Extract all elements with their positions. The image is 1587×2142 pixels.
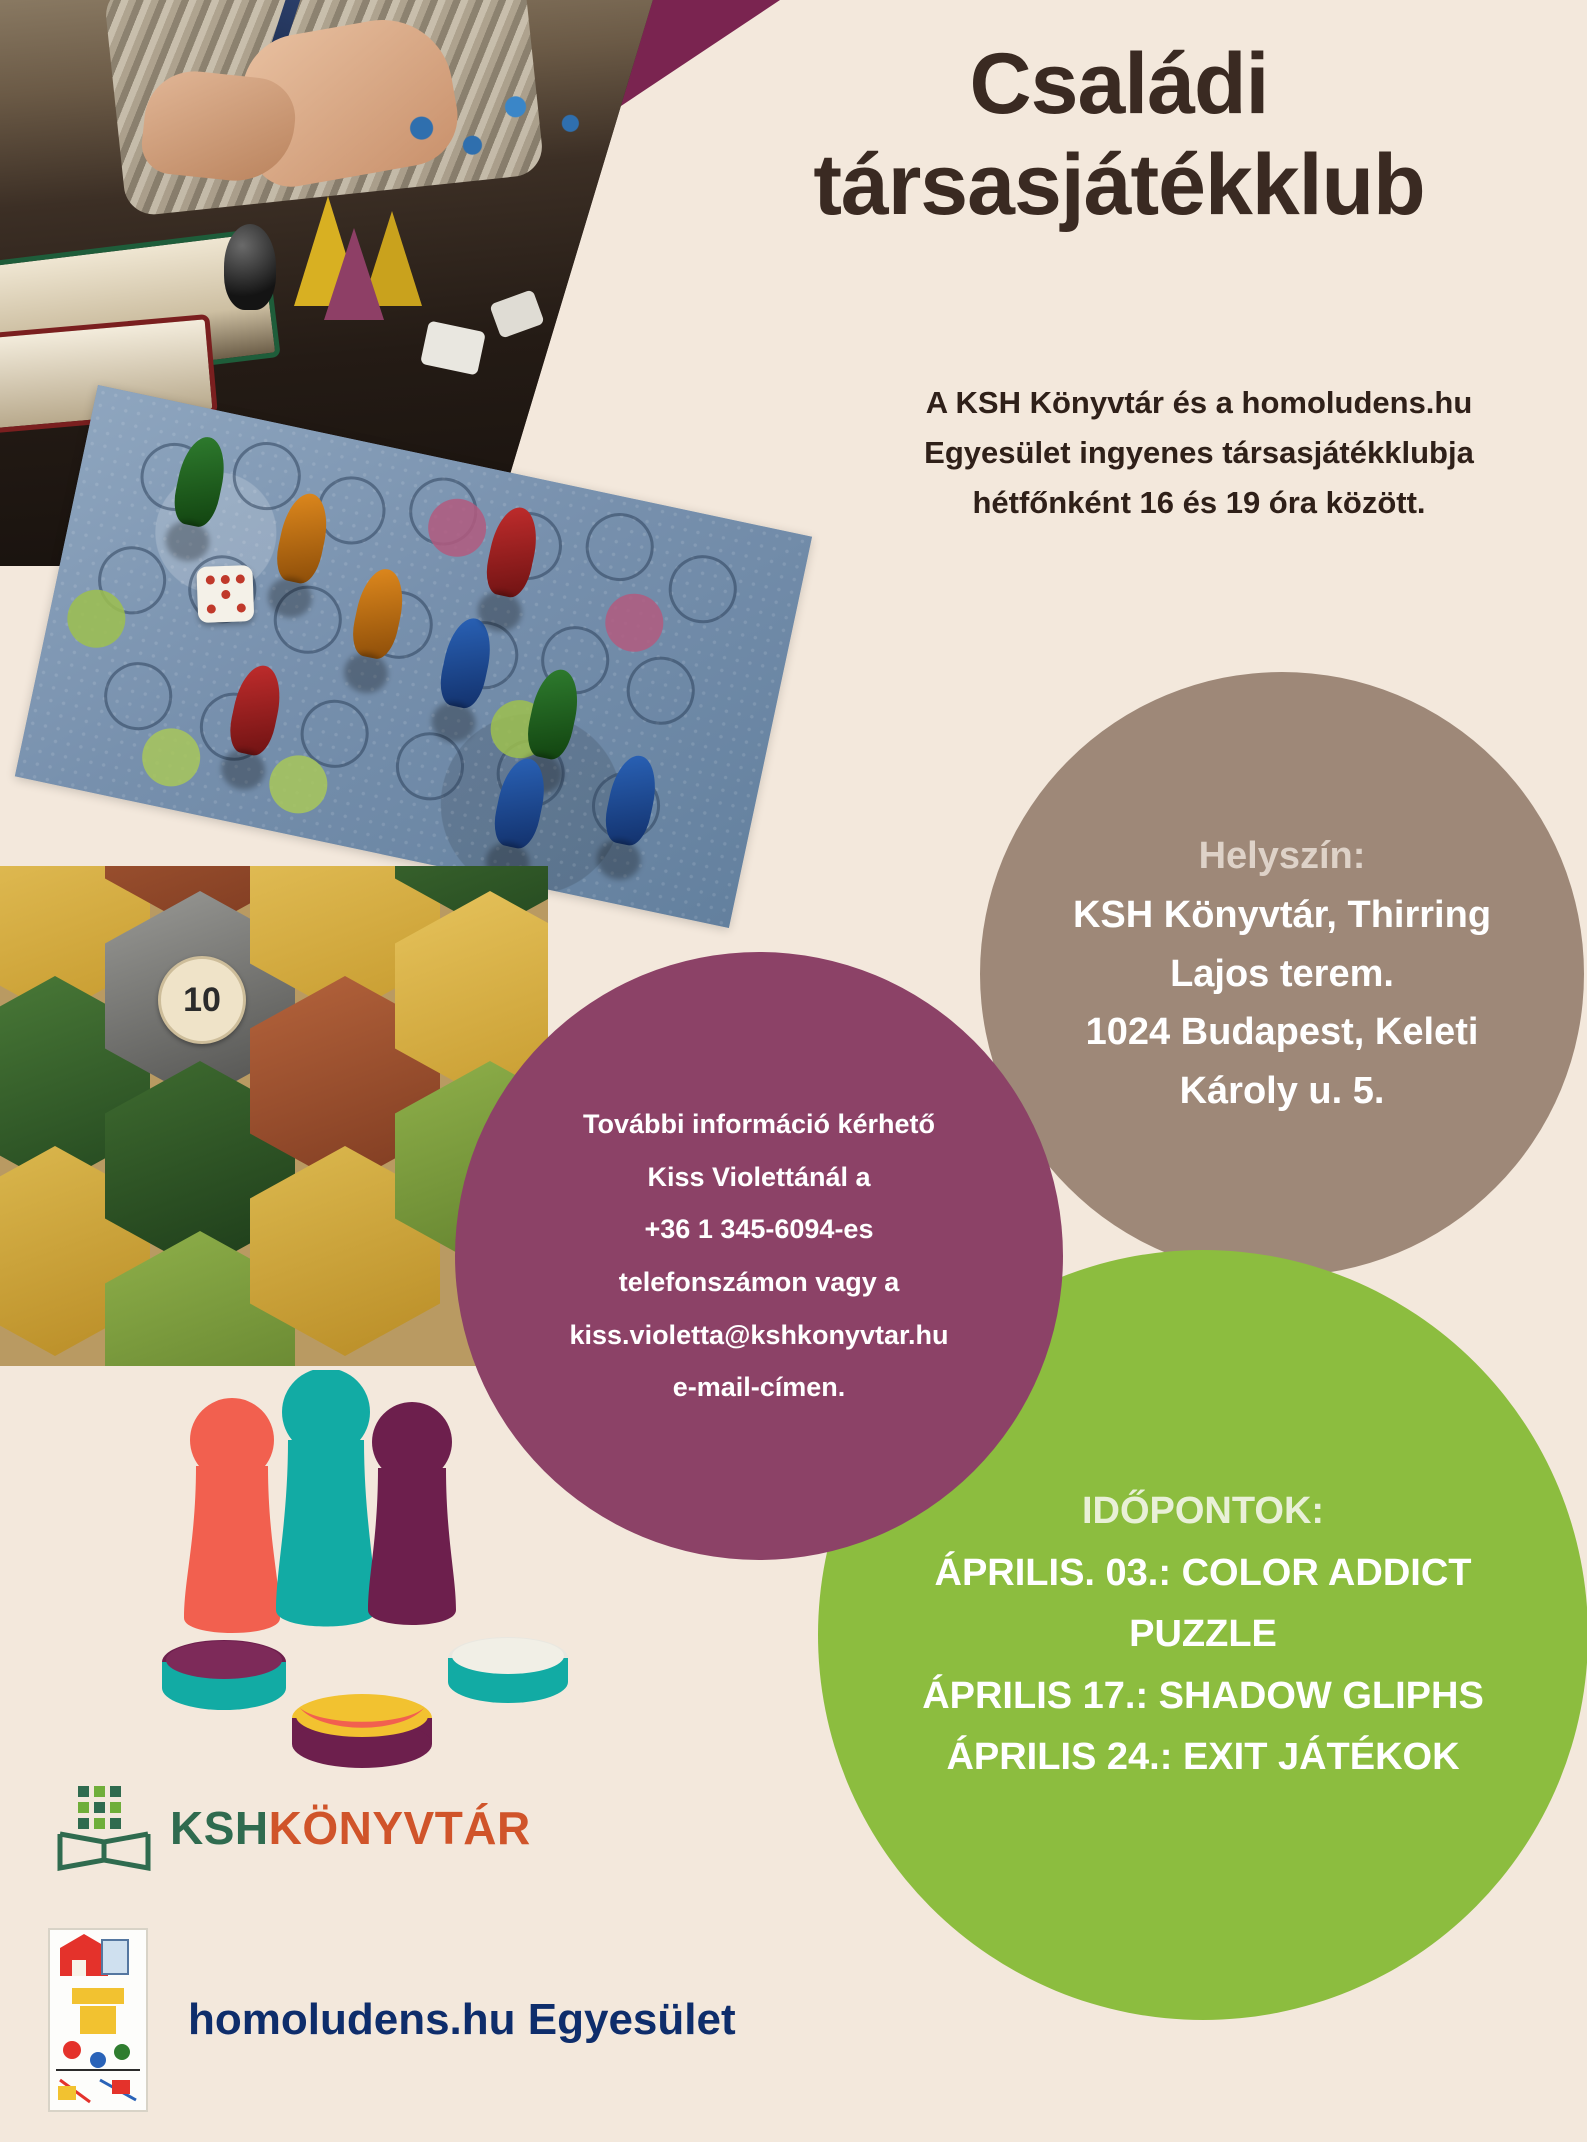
dates-label: IDŐPONTOK:	[1081, 1490, 1325, 1533]
venue-line-2: Lajos terem.	[1170, 952, 1394, 995]
ludo-die	[196, 565, 254, 623]
venue-text-block	[1047, 827, 1517, 1121]
venue-circle	[980, 672, 1584, 1276]
poster-title	[679, 34, 1559, 237]
homoludens-illustration	[50, 1930, 146, 2110]
poster-intro-text: A KSH Könyvtár és a homoludens.hu Egyesület ingyenes társasjátékklubja hétfőnként 16 és 19 óra között.	[924, 385, 1474, 521]
date-item: ÁPRILIS. 03.: COLOR ADDICT	[934, 1551, 1472, 1594]
hex-number-token: 10	[158, 956, 246, 1044]
dates-text-block	[853, 1481, 1553, 1789]
venue-label: Helyszín:	[1198, 834, 1366, 877]
contact-line-1: További információ kérhető	[582, 1109, 936, 1140]
contact-info-circle	[455, 952, 1063, 1560]
photo-black-pawn	[224, 224, 276, 310]
contact-line-4: telefonszámon vagy a	[618, 1267, 900, 1297]
ludo-texture	[15, 385, 812, 928]
poster-title-line-2: társasjátékklub	[813, 137, 1425, 234]
pawn-coral	[184, 1398, 280, 1633]
pawn-teal	[276, 1370, 376, 1627]
homoludens-wordmark: homoludens.hu Egyesület	[188, 1995, 736, 2044]
homoludens-logo	[48, 1928, 736, 2112]
ksh-book-icon	[52, 1782, 156, 1874]
date-item: ÁPRILIS 17.: SHADOW GLIPHS	[922, 1674, 1484, 1717]
poster-title-line-1: Családi	[969, 36, 1269, 132]
contact-line-2: Kiss Violettánál a	[647, 1161, 871, 1192]
contact-email: kiss.violetta@kshkonyvtar.hu	[569, 1319, 949, 1350]
ludo-board-photo	[15, 385, 812, 928]
photo-purple-cone	[324, 228, 384, 320]
contact-line-6: e-mail-címen.	[672, 1372, 846, 1403]
contact-phone: +36 1 345-6094-es	[644, 1214, 874, 1245]
venue-line-1: KSH Könyvtár, Thirring	[1072, 893, 1492, 936]
pawn-purple	[368, 1402, 456, 1625]
ksh-logo-wordmark	[170, 1801, 531, 1855]
token-purple	[162, 1640, 286, 1710]
homoludens-mark-icon	[48, 1928, 148, 2112]
token-yellow	[292, 1694, 432, 1768]
date-item: PUZZLE	[1129, 1613, 1277, 1656]
ksh-library-logo	[52, 1782, 531, 1874]
ksh-logo-primary: KSH	[170, 1802, 269, 1854]
ksh-logo-secondary: KÖNYVTÁR	[268, 1802, 531, 1854]
venue-line-4: Károly u. 5.	[1179, 1070, 1385, 1113]
contact-text-block	[519, 1098, 999, 1414]
date-item: ÁPRILIS 24.: EXIT JÁTÉKOK	[946, 1736, 1460, 1779]
venue-line-3: 1024 Budapest, Keleti	[1085, 1011, 1479, 1054]
token-teal	[448, 1637, 568, 1703]
